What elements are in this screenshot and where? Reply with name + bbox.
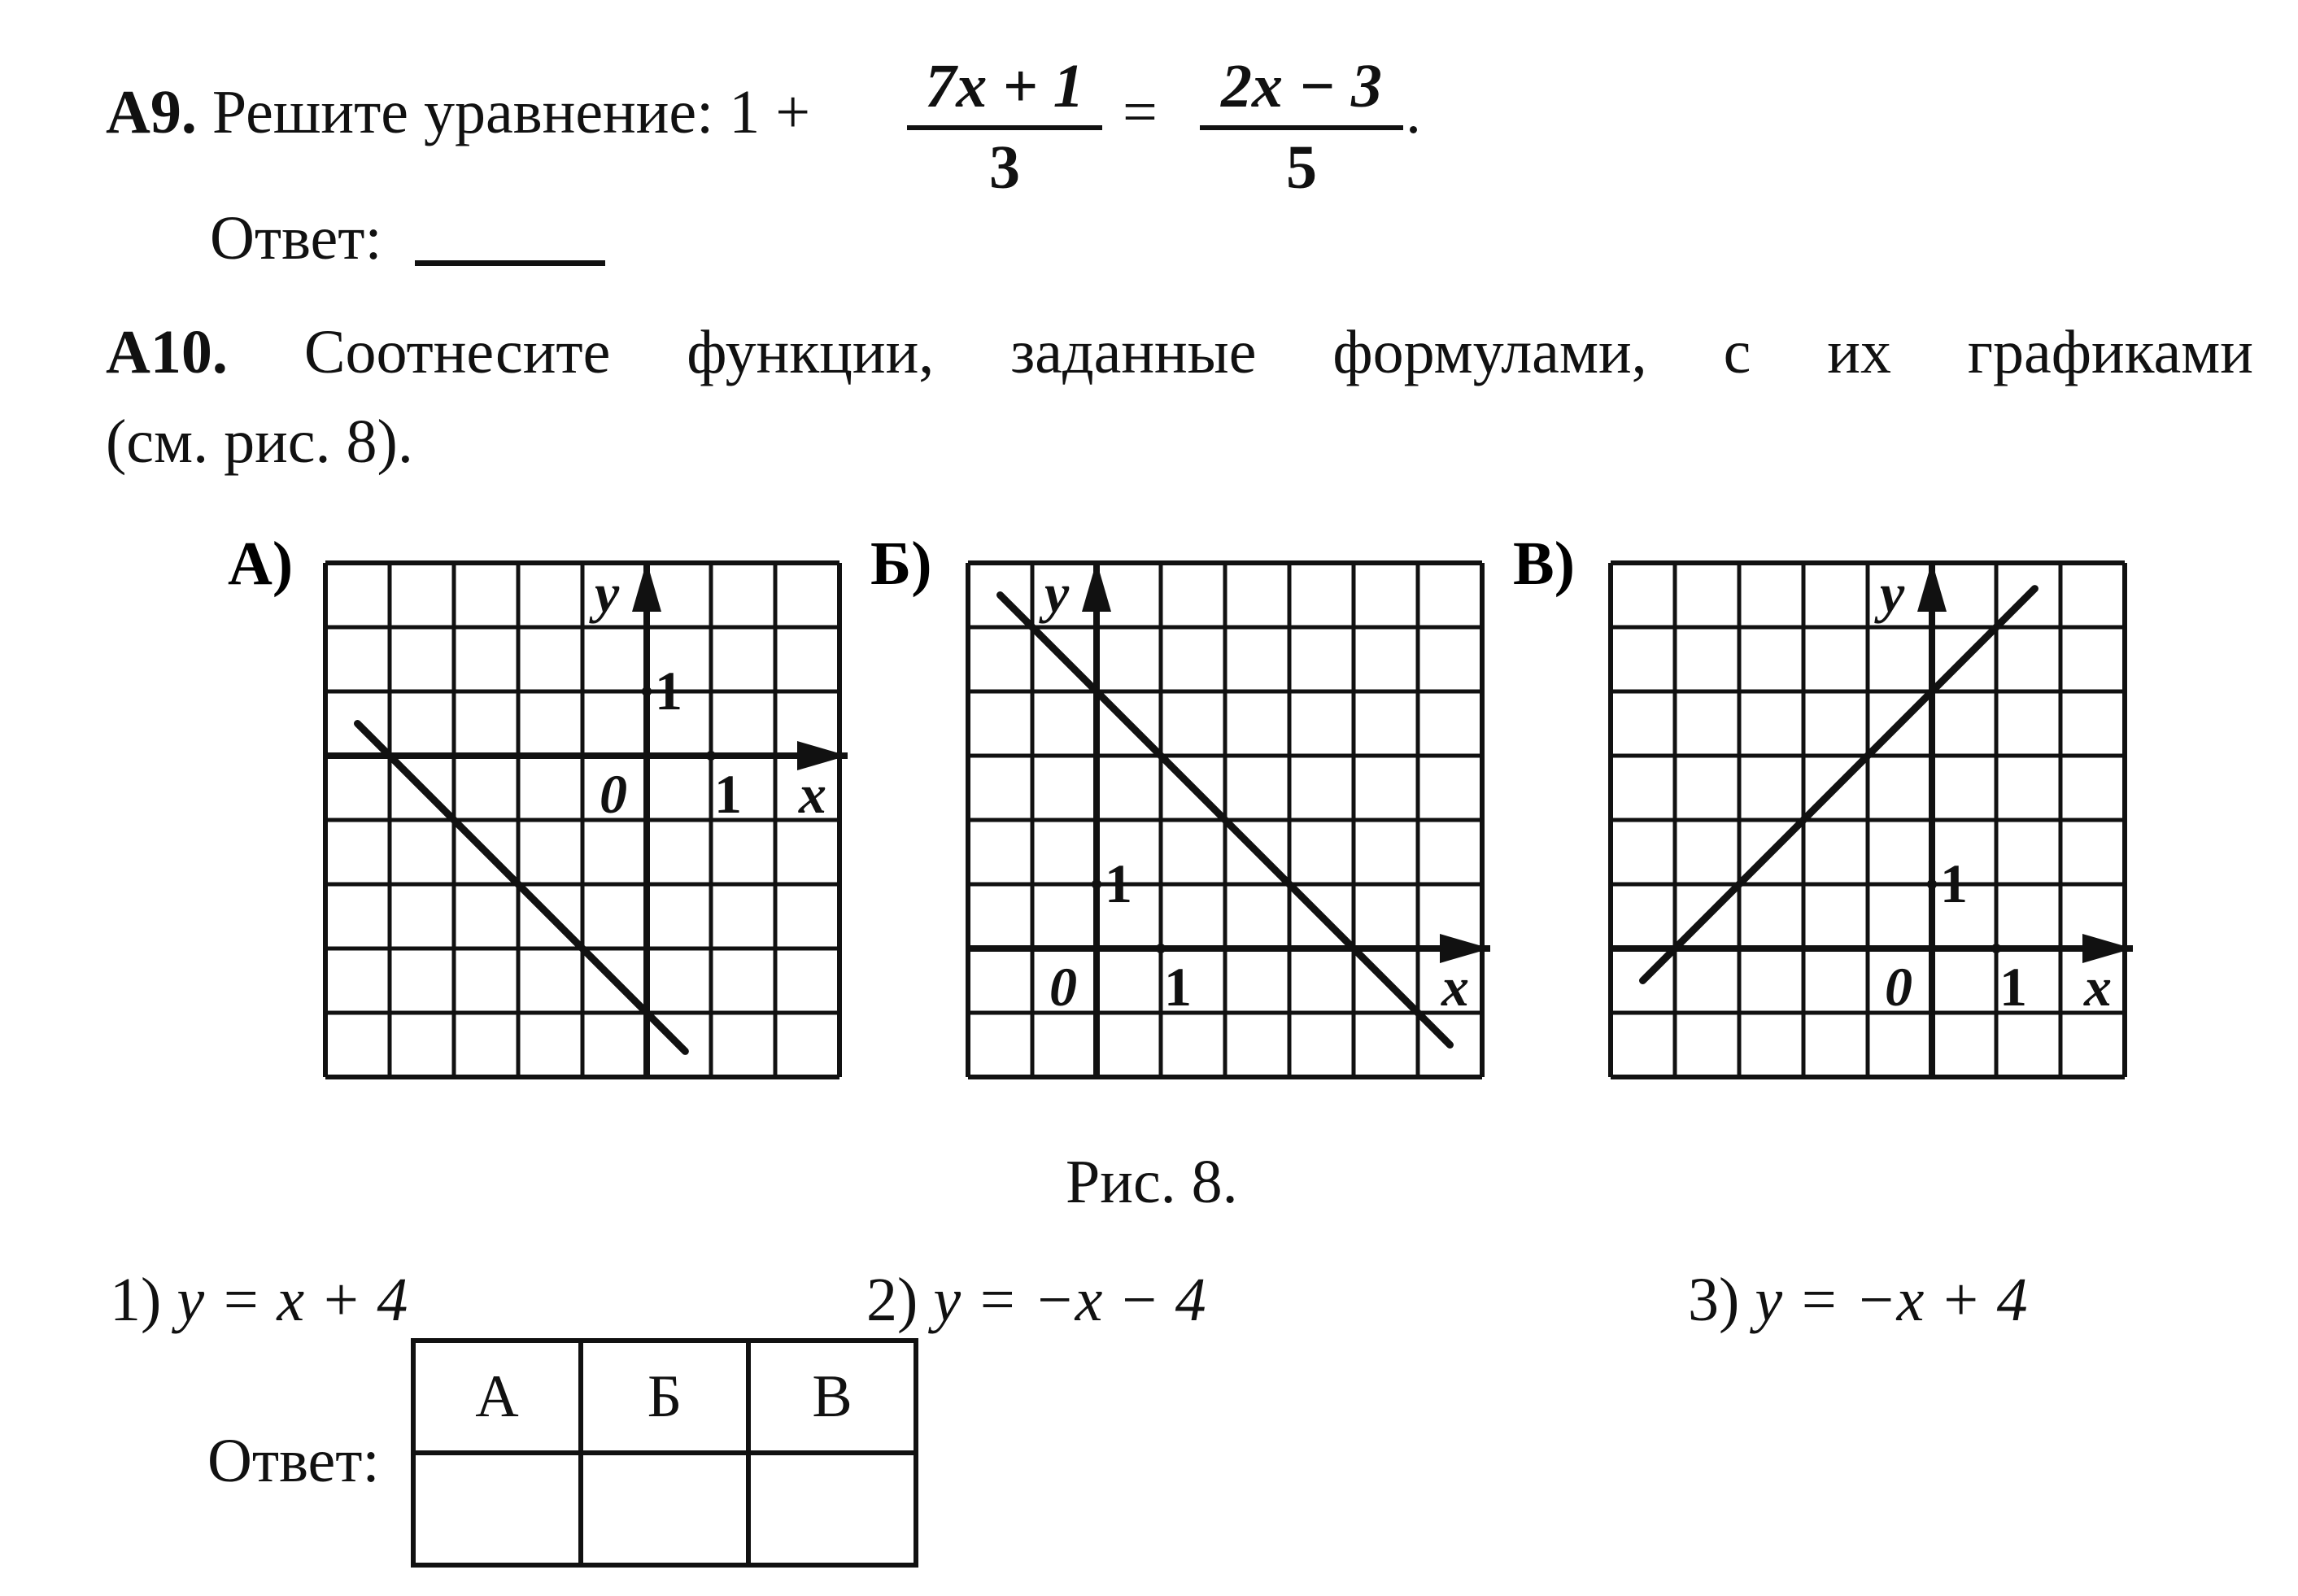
y-axis-arrow-icon: [1082, 561, 1111, 612]
a9-label: A9.: [106, 78, 197, 146]
answer-table-input-row: [413, 1453, 916, 1565]
a9-period: .: [1406, 78, 1421, 146]
answer-header-b: Б: [581, 1341, 748, 1453]
a10-word: с: [1723, 318, 1751, 386]
option-2: [866, 1266, 1206, 1334]
graph-label: В): [1513, 530, 1575, 598]
a9-frac1-denominator: 3: [989, 133, 1020, 202]
a9-lhs: 1 +: [729, 78, 811, 146]
option-1: [110, 1266, 408, 1334]
tick-x-dot: [1156, 944, 1166, 953]
origin-label: 0: [1885, 956, 1912, 1018]
tick-x-label: 1: [1999, 956, 2027, 1018]
a10-word: их: [1827, 318, 1891, 386]
graph-a: [220, 521, 862, 1106]
answer-table: [411, 1338, 918, 1568]
a9-answer-blank[interactable]: [415, 260, 605, 266]
axis-y-label: y: [595, 562, 620, 624]
answer-header-c: В: [748, 1341, 916, 1453]
graph-c: [1505, 521, 2148, 1106]
answer-header-a: А: [413, 1341, 581, 1453]
figure-caption: Рис. 8.: [1066, 1148, 1238, 1216]
tick-x-dot: [1991, 944, 2001, 953]
option-formula: y = x + 4: [177, 1266, 408, 1334]
option-number: 1): [110, 1266, 162, 1334]
axis-y-label: y: [1044, 562, 1070, 624]
option-number: 3): [1688, 1266, 1740, 1334]
tick-x-dot: [706, 751, 716, 761]
answer-label: Ответ:: [207, 1427, 380, 1495]
option-formula: y = −x − 4: [933, 1266, 1206, 1334]
tick-y-label: 1: [655, 660, 682, 722]
graph-b: [862, 521, 1505, 1106]
a10-word: Соотнесите: [303, 318, 611, 386]
a9-equals: =: [1123, 78, 1158, 146]
a9-answer-label: Ответ:: [210, 204, 382, 273]
a9-frac2-numerator: 2x − 3: [1220, 52, 1383, 120]
a10-word: функции,: [687, 318, 935, 386]
a10-word: заданные: [1010, 318, 1257, 386]
graph-label: Б): [870, 530, 932, 598]
tick-y-dot: [642, 687, 652, 696]
origin-label: 0: [600, 763, 627, 825]
a10-word: формулами,: [1332, 318, 1647, 386]
axis-x-label: x: [799, 763, 826, 825]
tick-y-label: 1: [1105, 853, 1132, 914]
answer-cell-b[interactable]: [581, 1453, 748, 1565]
y-axis-arrow-icon: [632, 561, 661, 612]
y-axis-arrow-icon: [1917, 561, 1947, 612]
a9-text: Решите уравнение:: [211, 78, 714, 146]
option-formula: y = −x + 4: [1755, 1266, 2028, 1334]
answer-table-header-row: [413, 1341, 916, 1453]
function-line: [1643, 589, 2035, 981]
tick-y-dot: [1927, 879, 1937, 889]
a9-fraction-2: [1200, 52, 1403, 202]
tick-x-label: 1: [1164, 956, 1192, 1018]
option-number: 2): [866, 1266, 918, 1334]
tick-x-label: 1: [714, 763, 742, 825]
a9-frac2-denominator: 5: [1286, 133, 1317, 202]
a9-fraction-1: [907, 52, 1102, 202]
a9-frac1-numerator: 7x + 1: [925, 52, 1084, 120]
function-line: [358, 724, 686, 1052]
answer-cell-c[interactable]: [748, 1453, 916, 1565]
axis-x-label: x: [2084, 956, 2112, 1018]
graph-label: А): [228, 530, 294, 598]
a10-line-1: [106, 318, 2253, 386]
tick-y-label: 1: [1940, 853, 1968, 914]
origin-label: 0: [1049, 956, 1077, 1018]
answer-cell-a[interactable]: [413, 1453, 581, 1565]
a9-line: [106, 78, 811, 146]
option-3: [1688, 1266, 2028, 1334]
tick-y-dot: [1092, 879, 1101, 889]
a10-word: графиками: [1967, 318, 2253, 386]
a10-line-2: (см. рис. 8).: [106, 408, 413, 476]
axis-x-label: x: [1441, 956, 1469, 1018]
a10-label: A10.: [106, 318, 228, 386]
axis-y-label: y: [1880, 562, 1905, 624]
